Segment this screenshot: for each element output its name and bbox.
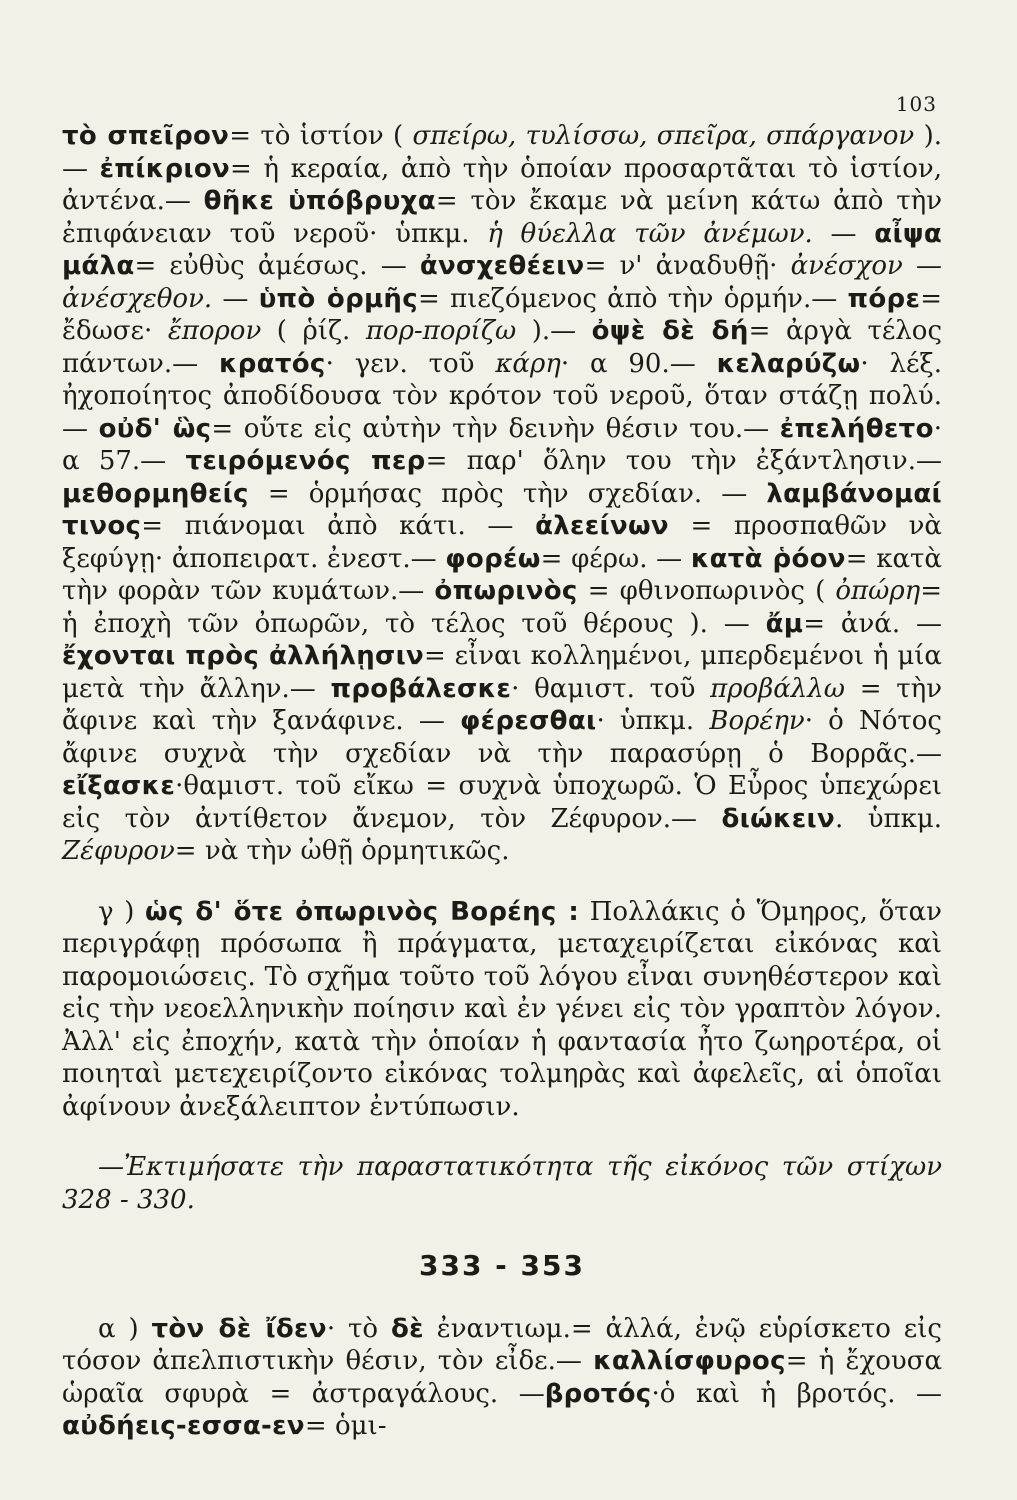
glossary-term: δὲ: [390, 1313, 424, 1344]
text-run: —: [812, 218, 875, 249]
text-run: · τὸ: [326, 1313, 391, 1344]
text-run: · θαμιστ. τοῦ: [511, 673, 711, 704]
text-run: ). —: [62, 121, 942, 184]
italic-text: ἀνέσχον — ἀνέσχεθον.: [62, 251, 942, 314]
glossary-term: τὸν δὲ ἴδεν: [151, 1313, 327, 1344]
text-run: γ ): [98, 896, 146, 927]
glossary-term: ὡς δ' ὅτε ὀπωρινὸς Βορέης :: [145, 896, 580, 927]
glossary-term: τὸ σπεῖρον: [62, 121, 230, 151]
glossary-term: ἐπίκριον: [99, 153, 230, 184]
text-run: ·ὁ καὶ ἡ βροτός. —: [651, 1378, 943, 1409]
page-text: [62, 120, 942, 1443]
text-run: = ἀργὰ τέλος πάντων.—: [62, 316, 943, 379]
text-run: · α 90.—: [560, 348, 717, 379]
text-run: ·θαμιστ. τοῦ εἴκω = συχνὰ ὑποχωρῶ. Ὁ Εὖρος ὑπεχώρει εἰς τὸν ἀντίθετον ἄνεμον, τὸν Ζέφυρον.—: [62, 771, 942, 834]
italic-text: ἡ θύελλα τῶν ἀνέμων.: [487, 218, 813, 249]
text-run: . ὑπκμ.: [834, 803, 942, 834]
text-run: · λέξ. ἠχοποίητος ἀποδίδουσα τὸν κρότον τοῦ νεροῦ, ὅταν στάζῃ πολύ. —: [62, 348, 943, 444]
text-run: = πιάνομαι ἀπὸ κάτι. —: [141, 511, 536, 541]
glossary-term: λαμβάνομαί τινος: [62, 478, 942, 541]
glossary-term: κατὰ ῥόον: [690, 543, 846, 574]
italic-text: ἔπορον: [167, 316, 262, 346]
glossary-term: ἐπελήθετο: [779, 413, 934, 444]
text-run: Πολλάκις ὁ Ὅμηρος, ὅταν περιγράφῃ πρόσωπα ἢ πράγματα, μεταχειρίζεται εἰκόνας καὶ παρομοιώσεις. Τὸ σχῆμα τοῦτο τοῦ λόγου εἶναι συνηθέστερον καὶ εἰς τὴν νεοελληνικὴν ποίησιν καὶ ἐν γένει εἰς τὸν γραπτὸν λόγον. Ἀλλ' εἰς ἐποχήν, κατὰ τὴν ὁποίαν ἡ φαντασία ἦτο ζωηροτέρα, οἱ ποιηταὶ μετεχειρίζοντο εἰκόνας τολμηρὰς καὶ ἀφελεῖς, αἱ ὁποῖαι ἀφίνουν ἀνεξάλειπτον ἐντύπωσιν.: [62, 896, 942, 1122]
body-paragraph: [62, 1151, 942, 1216]
paragraph-gap: [62, 1123, 942, 1151]
glossary-term: κρατός: [218, 348, 326, 379]
text-run: · ὑπκμ.: [596, 706, 710, 736]
text-run: · α 57.—: [62, 413, 942, 476]
text-run: = τὸ ἱστίον (: [229, 121, 413, 151]
glossary-term: ἀνσχεθέειν: [419, 251, 585, 281]
text-run: = ἔδωσε·: [62, 283, 943, 346]
glossary-term: μεθορμηθείς: [62, 478, 249, 509]
glossary-term: ἀλεείνων: [535, 511, 669, 541]
body-paragraph: [62, 1313, 942, 1443]
glossary-term: ἔχονται πρὸς ἀλλήλῃσιν: [62, 641, 425, 671]
glossary-term: φορέω: [445, 543, 541, 574]
text-run: = ὁρμήσας πρὸς τὴν σχεδίαν. —: [248, 478, 767, 509]
glossary-term: εἴξασκε: [62, 771, 176, 801]
text-run: = φέρω. —: [540, 543, 691, 574]
glossary-term: αὐδήεις-εσσα-εν: [62, 1411, 305, 1441]
glossary-term: ἄμ: [765, 608, 804, 639]
page-number: 103: [895, 92, 937, 116]
italic-text: σπείρω, τυλίσσω, σπεῖρα, σπάργανον: [412, 121, 915, 151]
glossary-term: θῆκε ὑπόβρυχα: [203, 186, 436, 216]
glossary-term: αἶψα μάλα: [62, 218, 942, 281]
italic-text: ὀπώρη: [835, 576, 921, 606]
text-run: = ἡ κεραία, ἀπὸ τὴν ὁποίαν προσαρτᾶται τὸ ἱστίον, ἀντένα.—: [62, 153, 942, 216]
glossary-term: ὀψὲ δὲ δή: [591, 316, 749, 346]
text-run: · γεν. τοῦ: [325, 348, 496, 379]
italic-text: Ζέφυρον: [62, 836, 175, 866]
glossary-term: ὀπωρινὸς: [434, 576, 578, 606]
text-run: = εἶναι κολλημένοι, μπερδεμένοι ἡ μία μετὰ τὴν ἄλλην.—: [62, 641, 942, 704]
glossary-term: τειρόμενός περ: [185, 446, 426, 476]
glossary-term: προβάλεσκε: [330, 673, 512, 704]
glossary-term: οὐδ' ὣς: [98, 413, 212, 444]
italic-text: κάρη: [495, 348, 561, 379]
paragraph-gap: [62, 868, 942, 896]
italic-text: —Ἐκτιμήσατε τὴν παραστατικότητα τῆς εἰκόνος τῶν στίχων 328 - 330.: [62, 1152, 942, 1215]
text-run: = ἀνά. —: [803, 608, 942, 639]
text-run: = πιεζόμενος ἀπὸ τὴν ὁρμήν.—: [417, 283, 848, 314]
text-run: = οὔτε εἰς αὐτὴν τὴν δεινὴν θέσιν του.—: [211, 413, 780, 444]
text-run: = κατὰ τὴν φορὰν τῶν κυμάτων.—: [62, 543, 942, 606]
text-run: = εὐθὺς ἀμέσως. —: [134, 251, 420, 281]
glossary-term: καλλίσφυρος: [593, 1346, 786, 1376]
text-run: ( ῥίζ.: [261, 316, 366, 346]
text-run: —: [212, 283, 259, 314]
text-run: = προσπαθῶν νὰ ξεφύγῃ· ἀποπειρατ. ἐνεστ.—: [62, 511, 942, 574]
text-run: = ν' ἀναδυθῇ·: [584, 251, 791, 281]
body-paragraph: [62, 896, 942, 1124]
text-run: = τὸν ἔκαμε νὰ μείνη κάτω ἀπὸ τὴν ἐπιφάνειαν τοῦ νεροῦ· ὑπκμ.: [62, 186, 943, 249]
glossary-term: πόρε: [847, 283, 921, 314]
glossary-term: βροτός: [544, 1378, 652, 1409]
text-run: ἐναντιωμ.= ἀλλά, ἐνῷ εὑρίσκετο εἰς τόσον ἀπελπιστικὴν θέσιν, τὸν εἶδε.—: [62, 1313, 942, 1376]
glossary-term: διώκειν: [721, 803, 835, 834]
glossary-term: φέρεσθαι: [460, 706, 597, 736]
text-run: ).—: [516, 316, 592, 346]
text-run: = φθινοπωρινὸς (: [577, 576, 836, 606]
section-heading: 333 - 353: [418, 1249, 585, 1282]
text-run: α ): [98, 1313, 152, 1344]
text-run: = ἡ ἔχουσα ὡραῖα σφυρὰ = ἀστραγάλους. —: [62, 1346, 942, 1409]
glossary-paragraph: [62, 120, 942, 868]
glossary-term: κελαρύζω: [716, 348, 861, 379]
glossary-term: ὑπὸ ὁρμῆς: [258, 283, 418, 314]
text-run: = ἡ ἐποχὴ τῶν ὀπωρῶν, τὸ τέλος τοῦ θέρους ). —: [62, 576, 942, 639]
text-run: = ὁμι-: [304, 1411, 387, 1441]
text-run: = παρ' ὅλην του τὴν ἐξάντλησιν.—: [425, 446, 942, 476]
text-run: = τὴν ἄφινε καὶ τὴν ξανάφινε. —: [62, 673, 942, 736]
italic-text: πορ-πορίζω: [365, 316, 517, 346]
italic-text: προβάλλω: [710, 673, 845, 704]
italic-text: Βορέην: [709, 706, 805, 736]
text-run: = νὰ τὴν ὠθῇ ὁρμητικῶς.: [174, 836, 510, 866]
text-run: · ὁ Νότος ἄφινε συχνὰ τὴν σχεδίαν νὰ τὴν παρασύρῃ ὁ Βορρᾶς.—: [62, 706, 942, 769]
